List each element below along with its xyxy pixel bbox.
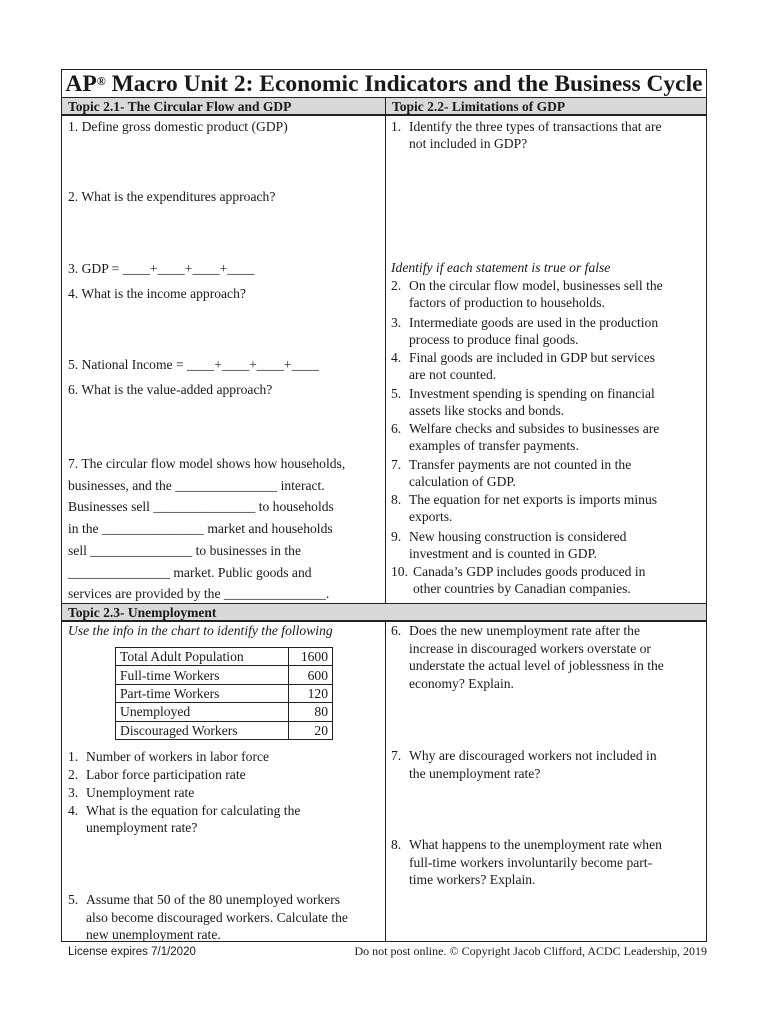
- item-line: new unemployment rate.: [86, 927, 221, 943]
- item-number: 10.: [391, 564, 408, 579]
- t21-question-7: [68, 453, 345, 605]
- item-number: 2.: [391, 278, 402, 293]
- t23-instruction: Use the info in the chart to identify the following: [68, 623, 333, 638]
- item-number: 1.: [68, 749, 79, 764]
- q7-line: sell _______________ to businesses in the: [68, 542, 301, 558]
- q7-line: in the _______________ market and households: [68, 521, 333, 537]
- item-line: On the circular flow model, businesses sell the: [409, 278, 663, 293]
- item-line: calculation of GDP.: [409, 474, 516, 490]
- item-line: Intermediate goods are used in the production: [409, 315, 659, 330]
- item-line: increase in discouraged workers overstate or: [409, 640, 651, 656]
- item-number: 3.: [391, 315, 402, 330]
- table-row: [116, 703, 333, 721]
- item-number: 4.: [68, 803, 79, 818]
- table-value: 600: [289, 666, 333, 684]
- item-line: Canada’s GDP includes goods produced in: [413, 564, 646, 579]
- table-label: Full-time Workers: [116, 666, 289, 684]
- item-line: Transfer payments are not counted in the: [409, 457, 632, 472]
- column-divider-top: [385, 97, 386, 603]
- item-line: Investment spending is spending on financial: [409, 386, 655, 401]
- table-row: [116, 684, 333, 702]
- t22-statement: [391, 563, 701, 598]
- t22-statement: [391, 349, 701, 384]
- t22-instruction: Identify if each statement is true or false: [391, 260, 611, 275]
- item-line: The equation for net exports is imports minus: [409, 492, 658, 507]
- item-line: Labor force participation rate: [86, 767, 246, 782]
- item-number: 7.: [391, 457, 402, 472]
- t23-question: [68, 784, 378, 801]
- item-line: investment and is counted in GDP.: [409, 546, 598, 562]
- table-value: 80: [289, 703, 333, 721]
- table-row: [116, 648, 333, 666]
- copyright-note: Do not post online. © Copyright Jacob Clifford, ACDC Leadership, 2019: [354, 944, 707, 958]
- t22-question-1: 1. Identify the three types of transactions that are not included in GDP?: [391, 119, 662, 152]
- item-line: assets like stocks and bonds.: [409, 403, 565, 419]
- t21-question-4: 4. What is the income approach?: [68, 286, 246, 301]
- item-line: also become discouraged workers. Calculate the: [86, 909, 348, 925]
- item-line: Does the new unemployment rate after the: [409, 623, 641, 638]
- labor-data-table: [115, 647, 333, 740]
- item-line: Final goods are included in GDP but services: [409, 350, 656, 365]
- t23-question-5: [68, 891, 378, 944]
- t21-question-2: 2. What is the expenditures approach?: [68, 189, 276, 204]
- item-line: understate the actual level of joblessness in the: [409, 658, 664, 674]
- t22-statement: [391, 528, 701, 563]
- t22-statement: [391, 456, 701, 491]
- item-number: 6.: [391, 623, 402, 638]
- t22-statement: [391, 314, 701, 349]
- table-row: [116, 721, 333, 739]
- page-title: AP® Macro Unit 2: Economic Indicators and the Business Cycle: [65, 71, 703, 97]
- item-number: 9.: [391, 529, 402, 544]
- table-value: 120: [289, 684, 333, 702]
- q7-line: businesses, and the _______________ interact.: [68, 477, 325, 493]
- registered-mark: ®: [96, 74, 106, 88]
- t23-question-6: [391, 622, 701, 692]
- license-note: License expires 7/1/2020: [68, 946, 196, 958]
- t23-question: [68, 766, 378, 783]
- item-line: New housing construction is considered: [409, 529, 627, 544]
- t22-statement: [391, 385, 701, 420]
- t21-question-3: 3. GDP = ____+____+____+____: [68, 261, 255, 276]
- q7-line: 7. The circular flow model shows how households,: [68, 456, 346, 471]
- item-line: process to produce final goods.: [409, 332, 579, 348]
- item-number: 3.: [68, 785, 79, 800]
- t21-question-6: 6. What is the value-added approach?: [68, 382, 273, 397]
- item-line: What happens to the unemployment rate when: [409, 837, 662, 852]
- item-number: 6.: [391, 421, 402, 436]
- table-row: [116, 666, 333, 684]
- t22-statement: [391, 491, 701, 526]
- item-number: 5.: [68, 892, 79, 907]
- item-line: are not counted.: [409, 367, 497, 383]
- item-line: Welfare checks and subsides to businesses are: [409, 421, 660, 436]
- table-value: 20: [289, 721, 333, 739]
- item-line: examples of transfer payments.: [409, 438, 579, 454]
- topic-2-3-header: Topic 2.3- Unemployment: [62, 604, 706, 621]
- item-line: Why are discouraged workers not included in: [409, 748, 657, 763]
- q7-line: Businesses sell _______________ to households: [68, 499, 334, 515]
- item-line: the unemployment rate?: [409, 765, 541, 781]
- item-line: What is the equation for calculating the: [86, 803, 301, 818]
- t23-question-7: [391, 747, 701, 782]
- item-line: full-time workers involuntarily become part-: [409, 854, 653, 870]
- q7-line: services are provided by the _______________.: [68, 586, 330, 602]
- item-line: time workers? Explain.: [409, 872, 536, 888]
- t23-question-8: [391, 836, 701, 889]
- item-number: 8.: [391, 837, 402, 852]
- table-label: Part-time Workers: [116, 684, 289, 702]
- item-line: Unemployment rate: [86, 785, 195, 800]
- topic-2-2-header: Topic 2.2- Limitations of GDP: [386, 98, 706, 115]
- t22-statement: [391, 277, 701, 312]
- t23-question: [68, 802, 378, 837]
- item-line: other countries by Canadian companies.: [413, 581, 631, 597]
- t21-question-5: 5. National Income = ____+____+____+____: [68, 357, 319, 372]
- table-label: Unemployed: [116, 703, 289, 721]
- header-divider: [61, 115, 707, 116]
- column-divider-bottom: [385, 621, 386, 942]
- item-line: economy? Explain.: [409, 675, 514, 691]
- table-value: 1600: [289, 648, 333, 666]
- item-line: Assume that 50 of the 80 unemployed workers: [86, 892, 341, 907]
- q7-line: _______________ market. Public goods and: [68, 564, 312, 580]
- item-number: 4.: [391, 350, 402, 365]
- item-line: Number of workers in labor force: [86, 749, 270, 764]
- topic-2-1-header: Topic 2.1- The Circular Flow and GDP: [62, 98, 385, 115]
- t22-statement: [391, 420, 701, 455]
- item-number: 2.: [68, 767, 79, 782]
- item-number: 8.: [391, 492, 402, 507]
- table-label: Discouraged Workers: [116, 721, 289, 739]
- item-number: 7.: [391, 748, 402, 763]
- table-label: Total Adult Population: [116, 648, 289, 666]
- t21-question-1: 1. Define gross domestic product (GDP): [68, 119, 288, 134]
- item-line: factors of production to households.: [409, 295, 605, 311]
- t23-question: [68, 748, 378, 765]
- item-line: exports.: [409, 509, 453, 525]
- item-number: 5.: [391, 386, 402, 401]
- item-line: unemployment rate?: [86, 820, 198, 836]
